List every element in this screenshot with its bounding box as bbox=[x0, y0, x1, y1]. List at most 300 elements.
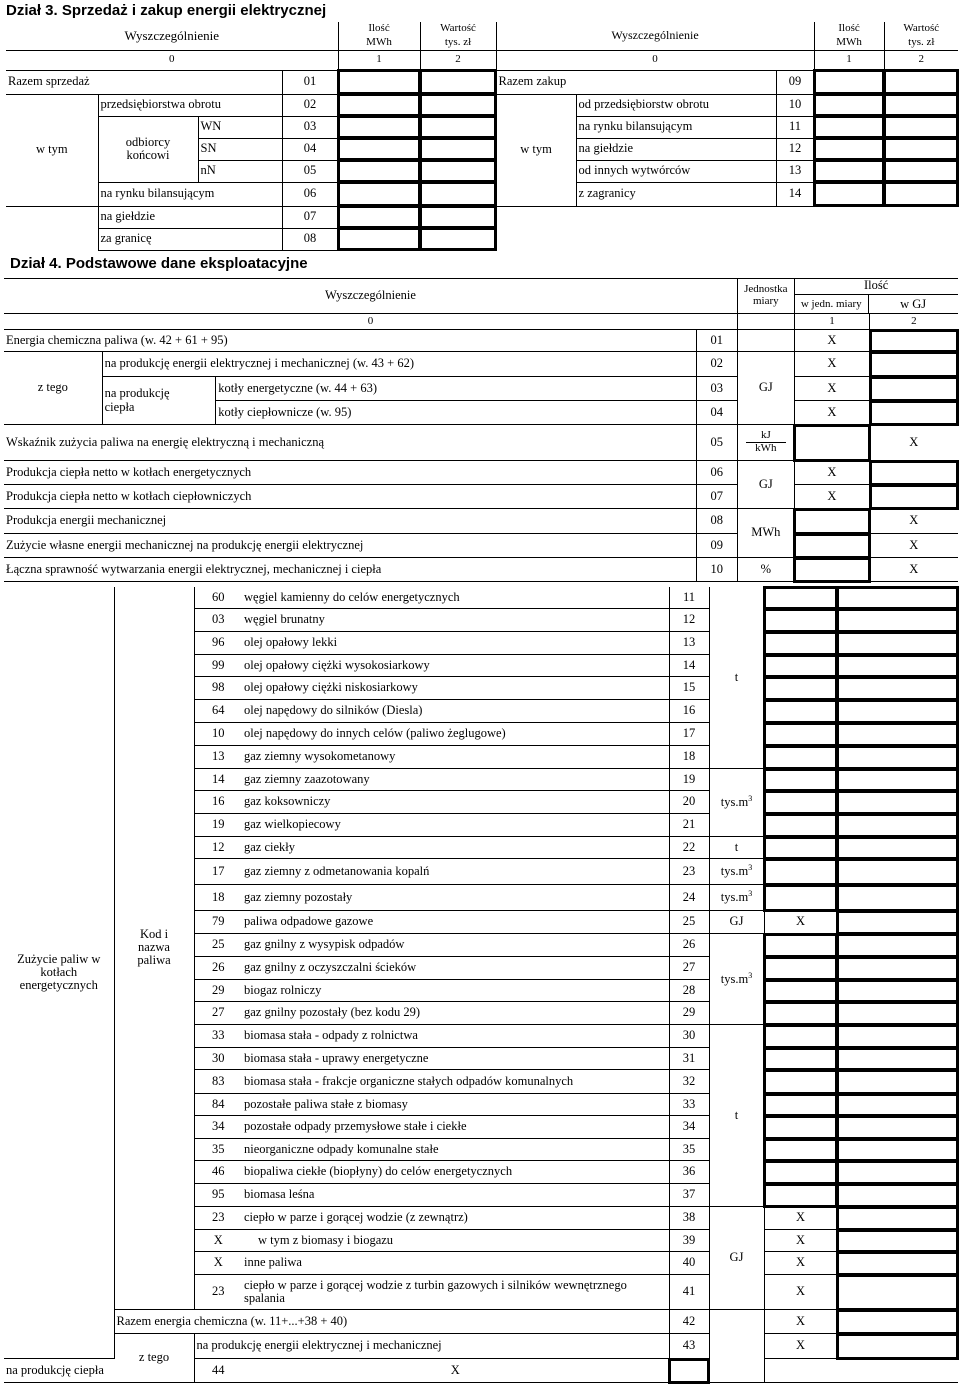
fuel-x-43: X bbox=[764, 1334, 837, 1359]
d4-label-06: Produkcja ciepła netto w kotłach energetycznych bbox=[6, 464, 252, 479]
fuel-name: gaz gnilny pozostały (bez kodu 29) bbox=[244, 1005, 420, 1020]
fuel-input-qty[interactable] bbox=[764, 1116, 837, 1139]
d4-col2: 2 bbox=[911, 314, 917, 327]
d4-x-09: X bbox=[909, 537, 919, 552]
d4-input-10[interactable] bbox=[794, 558, 869, 582]
fuel-kod: 23 bbox=[212, 1284, 225, 1299]
fuel-input-qty[interactable] bbox=[764, 587, 837, 609]
d4-code-01: 01 bbox=[696, 330, 737, 352]
d3-hdr-mwh-r: MWh bbox=[814, 36, 884, 50]
fuel-kod: 30 bbox=[212, 1050, 225, 1065]
d4-x-08: X bbox=[909, 513, 919, 528]
fuel-name: olej opałowy ciężki niskosiarkowy bbox=[244, 680, 418, 695]
unit-sup3: 3 bbox=[748, 970, 753, 980]
fuel-kod: 25 bbox=[212, 937, 225, 952]
fuel-unit-t: t bbox=[709, 837, 764, 859]
fuel-row-code: 21 bbox=[669, 814, 709, 837]
fuel-row-code: 22 bbox=[669, 837, 709, 859]
fuel-row-code: 31 bbox=[669, 1048, 709, 1070]
fuel-kod: 23 bbox=[212, 1210, 225, 1225]
fuel-row-code: 41 bbox=[669, 1275, 709, 1310]
d4-label-05: Wskaźnik zużycia paliwa na energię elektryczną i mechaniczną bbox=[6, 434, 324, 449]
fuel-input-gj[interactable] bbox=[837, 609, 958, 632]
d4-label-08: Produkcja energii mechanicznej bbox=[6, 513, 167, 528]
d3-col0-l: 0 bbox=[169, 53, 175, 66]
d4-input-04[interactable] bbox=[870, 401, 958, 425]
d4-unit-kwh: kWh bbox=[755, 442, 777, 454]
fuel-row-code: 20 bbox=[669, 791, 709, 814]
d4-label-07: Produkcja ciepła netto w kotłach ciepłowniczych bbox=[6, 488, 252, 503]
fuel-input-gj[interactable] bbox=[837, 1070, 958, 1094]
fuel-row-code: 14 bbox=[669, 655, 709, 677]
d4-code-09: 09 bbox=[696, 534, 737, 558]
d4-input-06[interactable] bbox=[870, 461, 958, 485]
d3-code-07: 07 bbox=[282, 206, 338, 228]
d3-input-08-mwh[interactable] bbox=[338, 228, 420, 250]
fuel-input-qty[interactable] bbox=[764, 1094, 837, 1116]
fuel-name: gaz wielkopiecowy bbox=[244, 817, 341, 832]
fuel-name: gaz ziemny pozostały bbox=[244, 889, 353, 904]
d3-hdr-mwh-l: MWh bbox=[338, 36, 420, 50]
fuel-input-gj[interactable] bbox=[837, 769, 958, 791]
fuel-row-code: 36 bbox=[669, 1161, 709, 1184]
d3-label-04: SN bbox=[200, 141, 217, 156]
fuel-input-qty[interactable] bbox=[764, 859, 837, 885]
d3-label-07: na giełdzie bbox=[98, 206, 282, 228]
fuel-kod: 26 bbox=[212, 960, 225, 975]
fuel-code-43: 43 bbox=[669, 1334, 709, 1359]
d3-input-08-tys[interactable] bbox=[420, 228, 496, 250]
d4-x-03: X bbox=[794, 377, 869, 401]
d4-unit-gj-a: GJ bbox=[737, 352, 794, 425]
d3-input-04-mwh[interactable] bbox=[338, 138, 420, 160]
fuel-row-code: 25 bbox=[669, 911, 709, 934]
d4-x-07: X bbox=[794, 485, 869, 509]
fuel-x-44: X bbox=[242, 1359, 669, 1383]
fuel-name: w tym z biomasy i biogazu bbox=[258, 1232, 394, 1247]
d4-code-08: 08 bbox=[696, 509, 737, 534]
d3-code-11: 11 bbox=[776, 116, 814, 138]
d3-label-08: za granicę bbox=[98, 228, 282, 250]
fuel-razem-label: Razem energia chemiczna (w. 11+...+38 + 40) bbox=[116, 1313, 348, 1328]
fuel-input-gj[interactable] bbox=[837, 1230, 958, 1252]
fuel-kod: 98 bbox=[212, 680, 225, 695]
fuel-row-code: 29 bbox=[669, 1002, 709, 1025]
d3-input-01-mwh[interactable] bbox=[338, 70, 420, 94]
fuel-input-gj[interactable] bbox=[837, 677, 958, 700]
unit-tysm-text: tys.m bbox=[720, 795, 749, 810]
d4-hdr-wyszcz: Wyszczególnienie bbox=[325, 288, 416, 303]
d4-x-01: X bbox=[794, 330, 869, 352]
fuel-razem-input[interactable] bbox=[837, 1310, 958, 1334]
fuel-row-code: 26 bbox=[669, 934, 709, 957]
fuel-unit-tysm3 bbox=[709, 769, 764, 837]
d3-code-14: 14 bbox=[776, 182, 814, 206]
d4-label-02: na produkcję energii elektrycznej i mechanicznej (w. 43 + 62) bbox=[104, 356, 414, 371]
d4-input-07[interactable] bbox=[870, 485, 958, 509]
fuel-row-code: 40 bbox=[669, 1252, 709, 1275]
fuel-kod: 13 bbox=[212, 749, 225, 764]
fuel-row-code: 34 bbox=[669, 1116, 709, 1139]
fuel-input-qty[interactable] bbox=[764, 814, 837, 837]
unit-tysm-text: tys.m bbox=[720, 864, 749, 879]
d3-label-05: nN bbox=[200, 163, 216, 178]
fuel-row-code: 38 bbox=[669, 1207, 709, 1230]
d3-hdr-tys-l: tys. zł bbox=[420, 36, 496, 50]
d3-input-01-tys[interactable] bbox=[420, 70, 496, 94]
fuel-input-gj[interactable] bbox=[837, 980, 958, 1002]
d3-input-11-mwh[interactable] bbox=[814, 116, 884, 138]
fuel-name: olej napędowy do silników (Diesla) bbox=[244, 703, 423, 718]
fuel-name: biopaliwa ciekłe (biopłyny) do celów energetycznych bbox=[244, 1164, 513, 1179]
fuel-name: inne paliwa bbox=[244, 1255, 302, 1270]
d4-hdr-w-gj: w GJ bbox=[900, 297, 927, 311]
fuel-kod: 03 bbox=[212, 612, 225, 627]
fuel-name: biomasa stała - uprawy energetyczne bbox=[244, 1050, 429, 1065]
fuel-kod: 19 bbox=[212, 817, 225, 832]
fuel-name: gaz ziemny z odmetanowania kopalń bbox=[244, 863, 430, 878]
fuel-x: X bbox=[764, 1275, 837, 1310]
fuel-row-code: 37 bbox=[669, 1184, 709, 1207]
fuel-unit-tysm3 bbox=[709, 859, 764, 885]
fuel-input-qty[interactable] bbox=[764, 655, 837, 677]
fuel-x: X bbox=[764, 1252, 837, 1275]
d3-input-10-tys[interactable] bbox=[884, 94, 958, 116]
fuel-x: X bbox=[764, 1230, 837, 1252]
d3-col1-r: 1 bbox=[814, 50, 884, 70]
fuel-name: biogaz rolniczy bbox=[244, 982, 322, 997]
fuel-label-44: na produkcję ciepła bbox=[6, 1362, 104, 1377]
d3-col2-l: 2 bbox=[420, 50, 496, 70]
fuel-input-qty[interactable] bbox=[764, 837, 837, 859]
d4-unit-gj-b: GJ bbox=[737, 461, 794, 509]
d4-hdr-jednostka: Jednostka miary bbox=[737, 279, 794, 314]
d4-x-10: X bbox=[909, 561, 919, 576]
fuel-row-code: 12 bbox=[669, 609, 709, 632]
fuel-input-gj[interactable] bbox=[837, 911, 958, 934]
d3-input-12-mwh[interactable] bbox=[814, 138, 884, 160]
dzial3-title: Dział 3. Sprzedaż i zakup energii elektrycznej bbox=[6, 2, 327, 19]
d3-hdr-left: Wyszczególnienie bbox=[124, 27, 220, 43]
d4-na-prod-ciepla: na produkcję ciepła bbox=[102, 377, 216, 425]
d3-code-12: 12 bbox=[776, 138, 814, 160]
d3-code-04: 04 bbox=[282, 138, 338, 160]
fuel-name: pozostałe odpady przemysłowe stałe i ciekłe bbox=[244, 1119, 467, 1134]
fuel-row-code: 15 bbox=[669, 677, 709, 700]
fuel-input-gj[interactable] bbox=[837, 934, 958, 957]
fuel-input-qty[interactable] bbox=[764, 1048, 837, 1070]
d4-code-10: 10 bbox=[696, 558, 737, 582]
fuel-name: gaz ziemny zaazotowany bbox=[244, 771, 370, 786]
d3-label-14: z zagranicy bbox=[578, 186, 636, 201]
fuel-kod: 16 bbox=[212, 794, 225, 809]
d3-hdr-tys-r: tys. zł bbox=[908, 36, 935, 48]
d3-input-06-mwh[interactable] bbox=[338, 182, 420, 206]
d4-unit-mwh: MWh bbox=[737, 509, 794, 558]
fuel-input-qty[interactable] bbox=[764, 980, 837, 1002]
d3-input-13-mwh[interactable] bbox=[814, 160, 884, 182]
fuel-input-gj[interactable] bbox=[837, 885, 958, 911]
d3-razem-zakup: Razem zakup bbox=[498, 74, 567, 89]
d3-input-14-tys[interactable] bbox=[884, 182, 958, 206]
fuel-input-qty[interactable] bbox=[764, 934, 837, 957]
d3-label-06: na rynku bilansującym bbox=[100, 186, 215, 201]
fuel-name: gaz gnilny z oczyszczalni ścieków bbox=[244, 960, 417, 975]
fuel-kod: X bbox=[213, 1232, 223, 1247]
fuel-input-gj[interactable] bbox=[837, 1275, 958, 1310]
d3-label-12: na giełdzie bbox=[578, 141, 634, 156]
d4-x-06: X bbox=[794, 461, 869, 485]
fuel-input-43[interactable] bbox=[837, 1334, 958, 1359]
fuel-input-gj[interactable] bbox=[837, 1025, 958, 1048]
fuel-input-gj[interactable] bbox=[837, 1002, 958, 1025]
d3-input-02-mwh[interactable] bbox=[338, 94, 420, 116]
fuel-unit-gj: GJ bbox=[709, 911, 764, 934]
d4-x-05: X bbox=[909, 434, 919, 449]
fuel-label-43: na produkcję energii elektrycznej i mechanicznej bbox=[196, 1338, 442, 1353]
fuel-row-code: 28 bbox=[669, 980, 709, 1002]
d3-hdr-ilosc-l: Ilość bbox=[338, 22, 420, 36]
d3-input-13-tys[interactable] bbox=[884, 160, 958, 182]
d3-code-13: 13 bbox=[776, 160, 814, 182]
d4-unit-pct: % bbox=[737, 558, 794, 582]
d3-input-10-mwh[interactable] bbox=[814, 94, 884, 116]
fuel-z-tego: z tego bbox=[114, 1334, 194, 1383]
fuel-name: ciepło w parze i gorącej wodzie (z zewnątrz) bbox=[244, 1210, 468, 1225]
fuel-input-qty[interactable] bbox=[764, 1139, 837, 1161]
d3-odbiorcy: odbiorcy końcowi bbox=[98, 116, 198, 182]
fuel-kod: 64 bbox=[212, 703, 225, 718]
fuel-input-qty[interactable] bbox=[764, 1025, 837, 1048]
fuel-input-gj[interactable] bbox=[837, 746, 958, 769]
d3-code-01: 01 bbox=[282, 70, 338, 94]
fuel-input-gj[interactable] bbox=[837, 1116, 958, 1139]
unit-sup3: 3 bbox=[748, 889, 753, 899]
d4-col0: 0 bbox=[367, 314, 374, 327]
fuel-row-code: 18 bbox=[669, 746, 709, 769]
d4-input-01[interactable] bbox=[870, 330, 958, 352]
fuel-kod: 96 bbox=[212, 635, 225, 650]
fuel-input-gj[interactable] bbox=[837, 723, 958, 746]
fuel-name: gaz ziemny wysokometanowy bbox=[244, 749, 396, 764]
fuel-kod: 79 bbox=[212, 914, 225, 929]
d4-label-01: Energia chemiczna paliwa (w. 42 + 61 + 95) bbox=[6, 332, 228, 347]
fuel-input-gj[interactable] bbox=[837, 957, 958, 980]
fuel-input-gj[interactable] bbox=[837, 655, 958, 677]
fuel-input-44[interactable] bbox=[669, 1359, 709, 1383]
fuel-input-qty[interactable] bbox=[764, 769, 837, 791]
fuel-input-qty[interactable] bbox=[764, 1184, 837, 1207]
fuel-row-code: 17 bbox=[669, 723, 709, 746]
d3-code-06: 06 bbox=[282, 182, 338, 206]
fuel-row-code: 24 bbox=[669, 885, 709, 911]
unit-sup3: 3 bbox=[748, 863, 753, 873]
d4-x-02: X bbox=[794, 352, 869, 377]
fuel-name: nieorganiczne odpady komunalne stałe bbox=[244, 1141, 439, 1156]
d3-input-04-tys[interactable] bbox=[420, 138, 496, 160]
dzial3-table bbox=[6, 22, 959, 251]
d4-input-03[interactable] bbox=[870, 377, 958, 401]
fuel-input-gj[interactable] bbox=[837, 1184, 958, 1207]
fuel-name: gaz gnilny z wysypisk odpadów bbox=[244, 937, 405, 952]
fuel-input-qty[interactable] bbox=[764, 791, 837, 814]
fuel-name: węgiel kamienny do celów energetycznych bbox=[244, 589, 460, 604]
fuel-input-gj[interactable] bbox=[837, 1048, 958, 1070]
fuel-input-qty[interactable] bbox=[764, 1070, 837, 1094]
fuel-kod: 84 bbox=[212, 1096, 225, 1111]
fuel-row-code: 16 bbox=[669, 700, 709, 723]
fuel-row-code: 11 bbox=[669, 587, 709, 609]
d3-input-03-tys[interactable] bbox=[420, 116, 496, 138]
fuel-input-qty[interactable] bbox=[764, 609, 837, 632]
d3-input-03-mwh[interactable] bbox=[338, 116, 420, 138]
d3-code-05: 05 bbox=[282, 160, 338, 182]
fuel-row-code: 19 bbox=[669, 769, 709, 791]
fuel-input-gj[interactable] bbox=[837, 814, 958, 837]
d3-input-06-tys[interactable] bbox=[420, 182, 496, 206]
fuel-unit-t: t bbox=[709, 1025, 764, 1207]
fuel-kod: 83 bbox=[212, 1073, 225, 1088]
fuel-kod: 33 bbox=[212, 1028, 225, 1043]
fuel-input-qty[interactable] bbox=[764, 1161, 837, 1184]
fuel-input-qty[interactable] bbox=[764, 957, 837, 980]
fuel-name: olej opałowy lekki bbox=[244, 635, 338, 650]
fuel-input-gj[interactable] bbox=[837, 1207, 958, 1230]
fuel-zuzycie-label: Zużycie paliw w kotłach energetycznych bbox=[4, 587, 114, 1359]
fuel-name: gaz koksowniczy bbox=[244, 794, 331, 809]
d3-razem-sprzedaz: Razem sprzedaż bbox=[8, 74, 90, 89]
fuel-kod: X bbox=[213, 1255, 223, 1270]
fuel-kod-nazwa-label: Kod i nazwa paliwa bbox=[114, 587, 194, 1310]
d4-input-05[interactable] bbox=[794, 425, 869, 461]
d3-input-05-mwh[interactable] bbox=[338, 160, 420, 182]
fuel-name: pozostałe paliwa stałe z biomasy bbox=[244, 1096, 408, 1111]
d3-input-12-tys[interactable] bbox=[884, 138, 958, 160]
unit-sup3: 3 bbox=[748, 794, 753, 804]
fuel-kod: 34 bbox=[212, 1119, 225, 1134]
d4-code-02: 02 bbox=[696, 352, 737, 377]
fuel-kod: 99 bbox=[212, 657, 225, 672]
fuel-input-qty[interactable] bbox=[764, 700, 837, 723]
fuel-razem-x: X bbox=[764, 1310, 837, 1334]
d3-label-13: od innych wytwórców bbox=[578, 163, 691, 178]
fuel-code-44: 44 bbox=[194, 1359, 242, 1383]
fuel-input-gj[interactable] bbox=[837, 1161, 958, 1184]
d3-input-07-mwh[interactable] bbox=[338, 206, 420, 228]
fuel-input-qty[interactable] bbox=[764, 1002, 837, 1025]
fuel-row-code: 35 bbox=[669, 1139, 709, 1161]
d4-label-04: kotły ciepłownicze (w. 95) bbox=[218, 404, 352, 419]
d3-input-07-tys[interactable] bbox=[420, 206, 496, 228]
d3-w-tym-l: w tym bbox=[6, 94, 98, 206]
fuel-unit-t: t bbox=[709, 587, 764, 769]
d3-input-02-tys[interactable] bbox=[420, 94, 496, 116]
fuel-name: biomasa stała - odpady z rolnictwa bbox=[244, 1028, 418, 1043]
fuel-input-gj[interactable] bbox=[837, 1139, 958, 1161]
fuel-razem-code: 42 bbox=[669, 1310, 709, 1334]
fuel-input-gj[interactable] bbox=[837, 1094, 958, 1116]
fuel-input-gj[interactable] bbox=[837, 791, 958, 814]
fuel-input-qty[interactable] bbox=[764, 723, 837, 746]
d3-input-09-tys[interactable] bbox=[884, 70, 958, 94]
fuel-name: paliwa odpadowe gazowe bbox=[244, 914, 374, 929]
fuel-input-gj[interactable] bbox=[837, 859, 958, 885]
d3-code-09: 09 bbox=[776, 70, 814, 94]
d3-code-02: 02 bbox=[282, 94, 338, 116]
fuel-input-gj[interactable] bbox=[837, 587, 958, 609]
dzial4-title: Dział 4. Podstawowe dane eksploatacyjne bbox=[10, 255, 308, 272]
d3-input-05-tys[interactable] bbox=[420, 160, 496, 182]
fuel-unit-tysm3 bbox=[709, 934, 764, 1025]
fuel-input-qty[interactable] bbox=[764, 677, 837, 700]
d4-code-03: 03 bbox=[696, 377, 737, 401]
fuel-unit-tysm3 bbox=[709, 885, 764, 911]
fuel-table bbox=[4, 586, 959, 1383]
fuel-row-code: 23 bbox=[669, 859, 709, 885]
d4-col1: 1 bbox=[794, 314, 869, 330]
fuel-name: gaz ciekły bbox=[244, 839, 296, 854]
fuel-kod: 46 bbox=[212, 1164, 225, 1179]
fuel-row-code: 33 bbox=[669, 1094, 709, 1116]
d4-input-09[interactable] bbox=[794, 534, 869, 558]
fuel-kod: 17 bbox=[212, 863, 225, 878]
d4-code-07: 07 bbox=[696, 485, 737, 509]
d4-input-02[interactable] bbox=[870, 352, 958, 377]
d4-hdr-ilosc: Ilość bbox=[795, 279, 958, 295]
d3-hdr-wartosc-r: Wartość bbox=[903, 22, 940, 35]
fuel-row-code: 39 bbox=[669, 1230, 709, 1252]
fuel-input-gj[interactable] bbox=[837, 837, 958, 859]
d4-input-08[interactable] bbox=[794, 509, 869, 534]
unit-tysm-text: tys.m bbox=[720, 890, 749, 905]
d3-code-08: 08 bbox=[282, 228, 338, 250]
fuel-kod: 95 bbox=[212, 1187, 225, 1202]
d3-label-10: od przedsiębiorstw obrotu bbox=[578, 97, 710, 112]
d3-label-02: przedsiębiorstwa obrotu bbox=[100, 97, 221, 112]
d4-code-05: 05 bbox=[696, 425, 737, 461]
fuel-row-code: 30 bbox=[669, 1025, 709, 1048]
fuel-x: X bbox=[764, 1207, 837, 1230]
fuel-input-qty[interactable] bbox=[764, 746, 837, 769]
d3-input-11-tys[interactable] bbox=[884, 116, 958, 138]
unit-tysm-text: tys.m bbox=[720, 972, 749, 987]
fuel-kod: 18 bbox=[212, 889, 225, 904]
fuel-kod: 12 bbox=[212, 839, 225, 854]
fuel-input-gj[interactable] bbox=[837, 1252, 958, 1275]
fuel-kod: 14 bbox=[212, 771, 225, 786]
d3-label-11: na rynku bilansującym bbox=[578, 119, 693, 134]
d3-col1-l: 1 bbox=[338, 50, 420, 70]
fuel-row-code: 27 bbox=[669, 957, 709, 980]
fuel-name: olej opałowy ciężki wysokosiarkowy bbox=[244, 657, 430, 672]
d3-hdr-ilosc-r: Ilość bbox=[814, 22, 884, 36]
d4-label-10: Łączna sprawność wytwarzania energii elektrycznej, mechanicznej i ciepła bbox=[6, 561, 382, 576]
fuel-input-qty[interactable] bbox=[764, 885, 837, 911]
d3-input-09-mwh[interactable] bbox=[814, 70, 884, 94]
fuel-kod: 35 bbox=[212, 1141, 225, 1156]
d4-hdr-w-jedn: w jedn. miary bbox=[795, 295, 869, 313]
d4-x-04: X bbox=[794, 401, 869, 425]
d3-code-10: 10 bbox=[776, 94, 814, 116]
fuel-input-qty[interactable] bbox=[764, 632, 837, 655]
fuel-kod: 29 bbox=[212, 982, 225, 997]
d4-unit-kj: kJ bbox=[746, 430, 786, 443]
fuel-input-gj[interactable] bbox=[837, 700, 958, 723]
fuel-input-gj[interactable] bbox=[837, 632, 958, 655]
d3-input-14-mwh[interactable] bbox=[814, 182, 884, 206]
d3-col0-r: 0 bbox=[496, 50, 814, 70]
d3-label-03: WN bbox=[200, 119, 222, 134]
